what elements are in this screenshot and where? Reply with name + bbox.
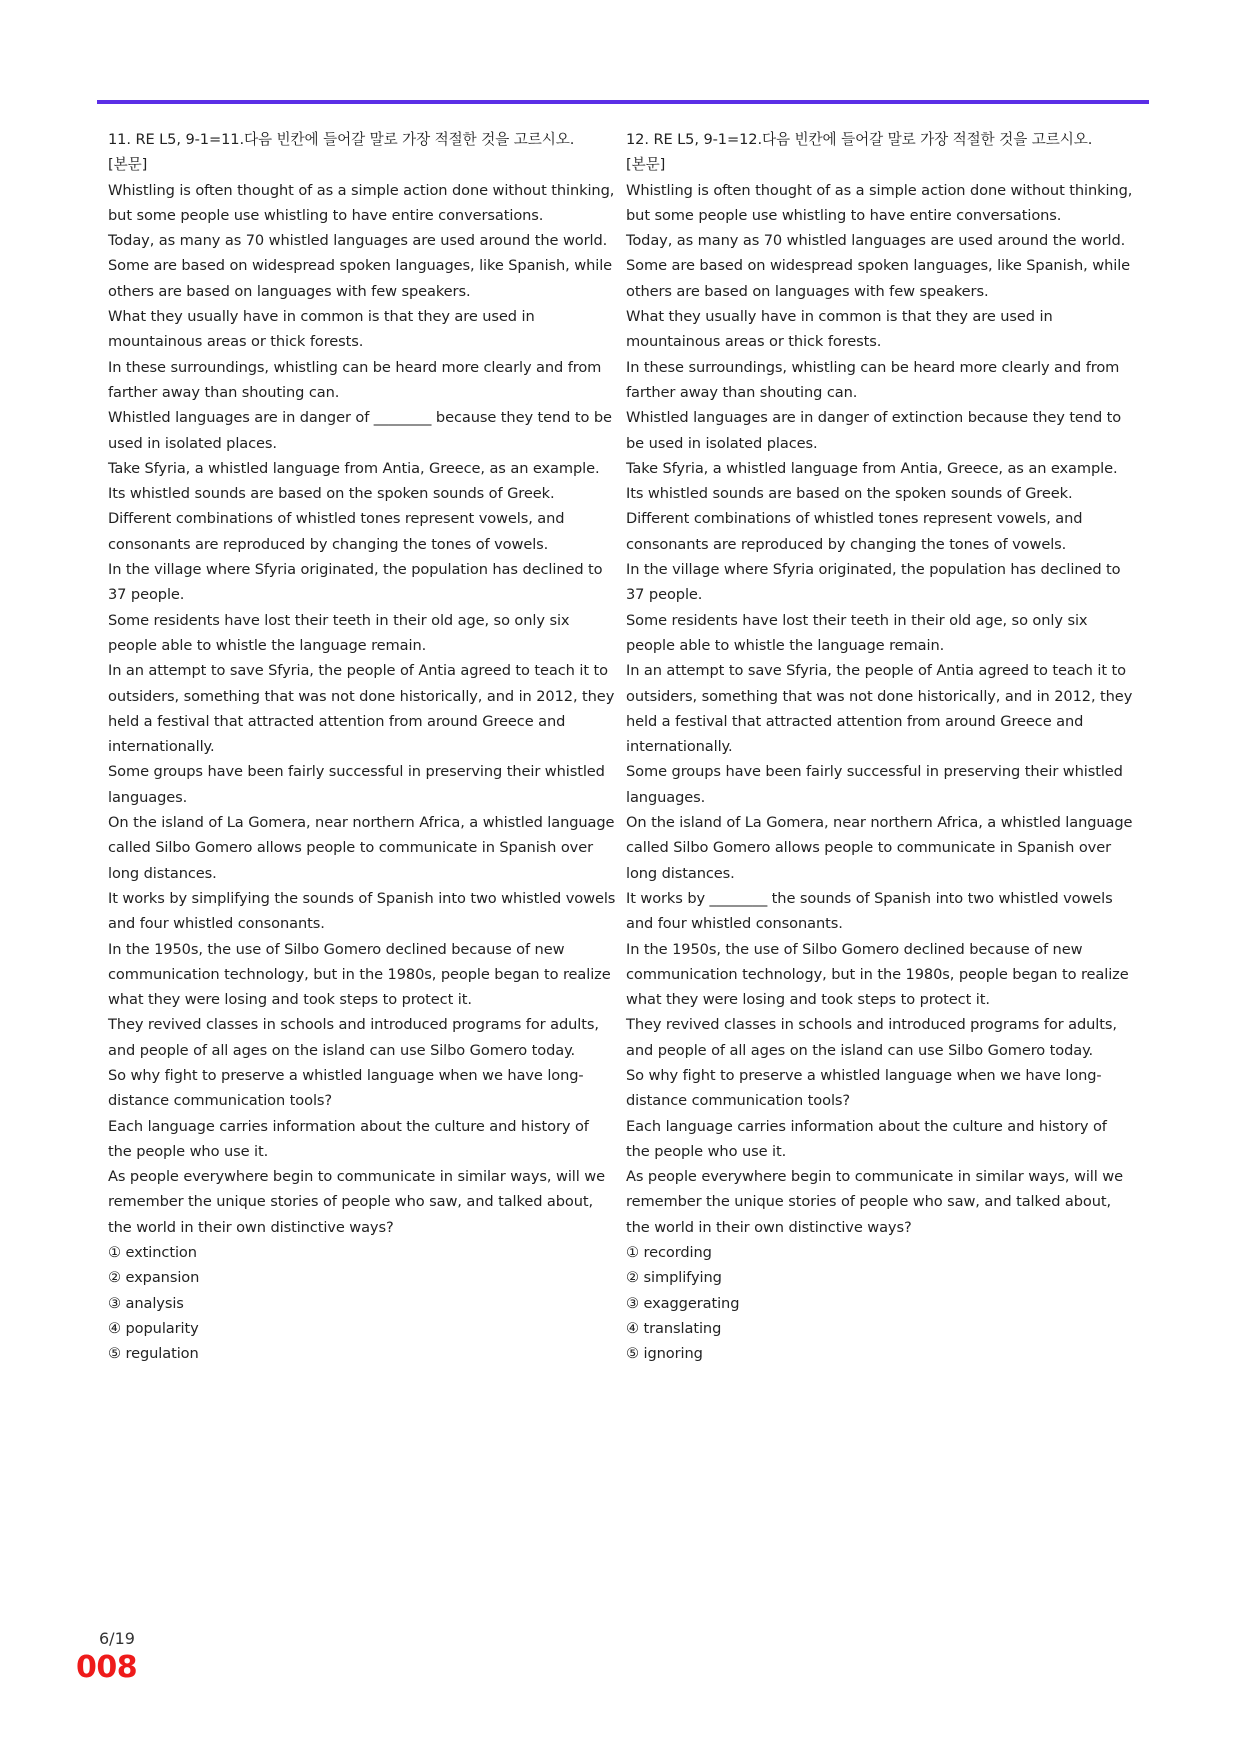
passage-sentence: So why fight to preserve a whistled language when we have long-distance communication tools?	[108, 1066, 584, 1110]
answer-choice[interactable]: ⑤ regulation	[108, 1345, 199, 1363]
page-number: 6/19	[99, 1629, 135, 1648]
passage-sentence: On the island of La Gomera, near northern Africa, a whistled language called Silbo Gomero allows people to communicate in Spanish over long distances.	[108, 814, 615, 882]
passage-sentence: In the village where Sfyria originated, the population has declined to 37 people.	[626, 561, 1121, 604]
passage-sentence: Its whistled sounds are based on the spoken sounds of Greek.	[626, 485, 1073, 503]
passage-label: [본문]	[626, 156, 666, 174]
answer-choices	[626, 1240, 1134, 1366]
passage-sentence: Different combinations of whistled tones represent vowels, and consonants are reproduced by changing the tones of vowels.	[626, 510, 1083, 553]
passage-sentence: In these surroundings, whistling can be heard more clearly and from farther away than shouting can.	[108, 358, 602, 401]
passage-sentence: In the 1950s, the use of Silbo Gomero declined because of new communication technology, but in the 1980s, people began to realize what they were losing and took steps to protect it.	[626, 940, 1129, 1009]
page-logo: 008	[76, 1650, 138, 1685]
answer-choice[interactable]: ① extinction	[108, 1244, 197, 1262]
passage-sentence: Each language carries information about the culture and history of the people who use it.	[626, 1117, 1107, 1160]
passage-sentence: They revived classes in schools and introduced programs for adults, and people of all ages on the island can use Silbo Gomero today.	[108, 1016, 599, 1059]
header-rule	[97, 100, 1149, 104]
passage-sentence: As people everywhere begin to communicate in similar ways, will we remember the unique stories of people who saw, and talked about, the world in their own distinctive ways?	[108, 1168, 605, 1236]
passage-sentence: Whistled languages are in danger of ________ because they tend to be used in isolated places.	[108, 409, 612, 452]
answer-choice[interactable]: ③ exaggerating	[626, 1294, 740, 1312]
passage-sentence: It works by simplifying the sounds of Spanish into two whistled vowels and four whistled consonants.	[108, 889, 616, 933]
answer-choice[interactable]: ④ translating	[626, 1319, 722, 1337]
passage-sentence: Some residents have lost their teeth in their old age, so only six people able to whistle the language remain.	[626, 611, 1088, 654]
passage-sentence: In the 1950s, the use of Silbo Gomero declined because of new communication technology, but in the 1980s, people began to realize what they were losing and took steps to protect it.	[108, 940, 611, 1009]
passage-sentence: Today, as many as 70 whistled languages are used around the world.	[108, 232, 608, 250]
passage-sentence: Some groups have been fairly successful in preserving their whistled languages.	[108, 763, 605, 806]
passage-sentence: On the island of La Gomera, near northern Africa, a whistled language called Silbo Gomero allows people to communicate in Spanish over long distances.	[626, 814, 1133, 882]
passage	[626, 178, 1134, 1240]
answer-choice[interactable]: ② simplifying	[626, 1269, 722, 1287]
answer-choice[interactable]: ③ analysis	[108, 1294, 184, 1312]
question-12	[626, 127, 1134, 1367]
passage-sentence: Whistling is often thought of as a simple action done without thinking, but some people use whistling to have entire conversations.	[626, 181, 1133, 224]
passage-sentence: Whistled languages are in danger of extinction because they tend to be used in isolated places.	[626, 409, 1122, 452]
passage-sentence: Take Sfyria, a whistled language from Antia, Greece, as an example.	[626, 459, 1118, 477]
passage-sentence: Some are based on widespread spoken languages, like Spanish, while others are based on languages with few speakers.	[626, 257, 1131, 300]
passage-label: [본문]	[108, 156, 148, 174]
passage-sentence: What they usually have in common is that they are used in mountainous areas or thick forests.	[626, 308, 1053, 351]
answer-choice[interactable]: ① recording	[626, 1244, 712, 1262]
passage-sentence: Different combinations of whistled tones represent vowels, and consonants are reproduced by changing the tones of vowels.	[108, 510, 565, 553]
passage-sentence: In the village where Sfyria originated, the population has declined to 37 people.	[108, 561, 603, 604]
passage-sentence: In these surroundings, whistling can be heard more clearly and from farther away than shouting can.	[626, 358, 1120, 401]
passage-sentence: Some residents have lost their teeth in their old age, so only six people able to whistle the language remain.	[108, 611, 570, 654]
passage-sentence: Its whistled sounds are based on the spoken sounds of Greek.	[108, 485, 555, 503]
answer-choice[interactable]: ④ popularity	[108, 1319, 199, 1337]
passage-sentence: Whistling is often thought of as a simple action done without thinking, but some people use whistling to have entire conversations.	[108, 181, 615, 224]
question-header: 12. RE L5, 9-1=12.다음 빈칸에 들어갈 말로 가장 적절한 것을 고르시오.	[626, 131, 1093, 148]
passage-sentence: As people everywhere begin to communicate in similar ways, will we remember the unique stories of people who saw, and talked about, the world in their own distinctive ways?	[626, 1168, 1123, 1236]
passage-sentence: Take Sfyria, a whistled language from Antia, Greece, as an example.	[108, 459, 600, 477]
passage-sentence: In an attempt to save Sfyria, the people of Antia agreed to teach it to outsiders, something that was not done historically, and in 2012, they held a festival that attracted attention from around Greece and internationally.	[626, 662, 1133, 756]
passage-sentence: Each language carries information about the culture and history of the people who use it.	[108, 1117, 589, 1160]
passage-sentence: What they usually have in common is that they are used in mountainous areas or thick forests.	[108, 308, 535, 351]
passage-sentence: So why fight to preserve a whistled language when we have long-distance communication tools?	[626, 1066, 1102, 1110]
passage	[108, 178, 616, 1240]
passage-sentence: Some groups have been fairly successful in preserving their whistled languages.	[626, 763, 1123, 806]
passage-sentence: Today, as many as 70 whistled languages are used around the world.	[626, 232, 1126, 250]
answer-choice[interactable]: ⑤ ignoring	[626, 1345, 703, 1363]
passage-sentence: In an attempt to save Sfyria, the people of Antia agreed to teach it to outsiders, something that was not done historically, and in 2012, they held a festival that attracted attention from around Greece and internationally.	[108, 662, 615, 756]
answer-choice[interactable]: ② expansion	[108, 1269, 200, 1287]
passage-sentence: Some are based on widespread spoken languages, like Spanish, while others are based on languages with few speakers.	[108, 257, 613, 300]
question-header: 11. RE L5, 9-1=11.다음 빈칸에 들어갈 말로 가장 적절한 것을 고르시오.	[108, 131, 575, 148]
answer-choices	[108, 1240, 616, 1366]
passage-sentence: They revived classes in schools and introduced programs for adults, and people of all ages on the island can use Silbo Gomero today.	[626, 1016, 1117, 1059]
passage-sentence: It works by ________ the sounds of Spanish into two whistled vowels and four whistled consonants.	[626, 889, 1113, 933]
question-11	[108, 127, 616, 1367]
